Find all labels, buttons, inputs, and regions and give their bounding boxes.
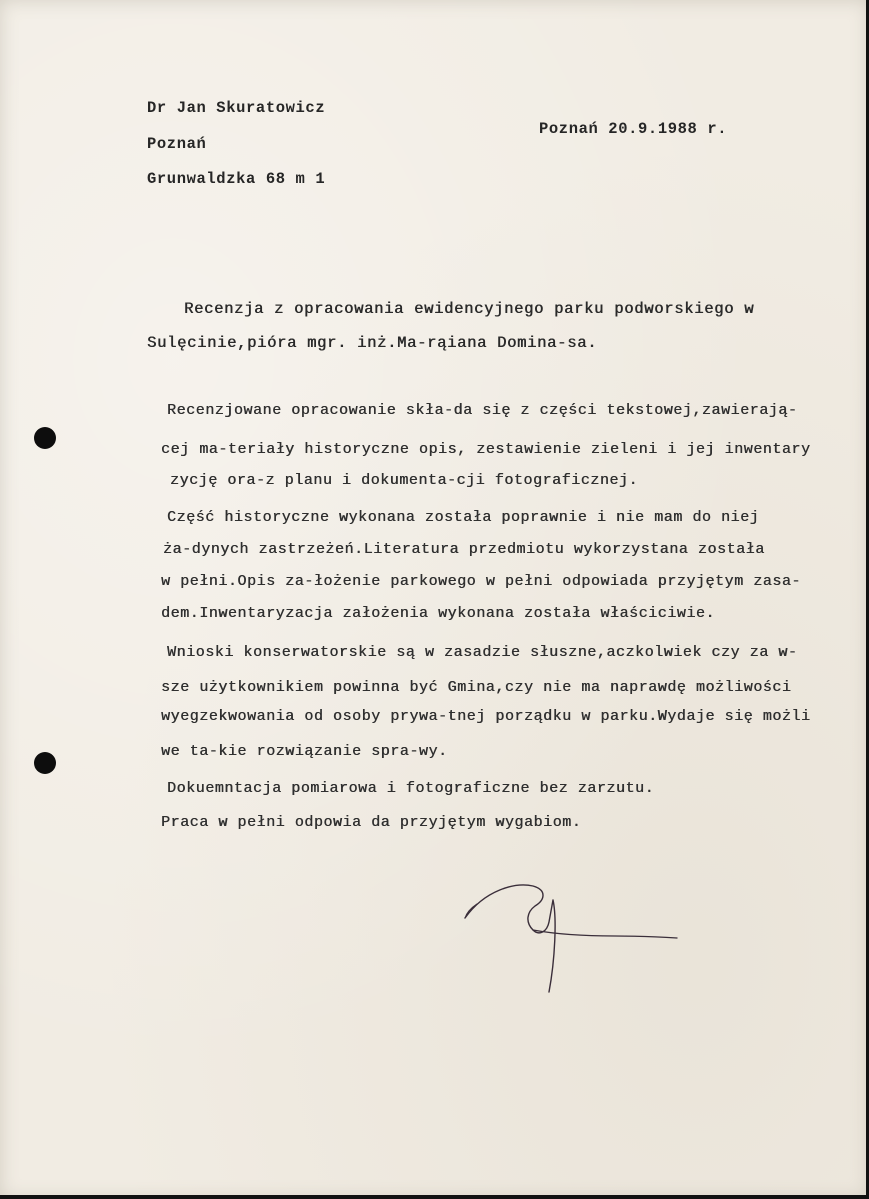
body-p3-line-4: we ta-kie rozwiązanie spra-wy. — [161, 743, 448, 760]
subject-line-1: Recenzja z opracowania ewidencyjnego parku podworskiego w — [184, 300, 755, 318]
body-p2-line-1: Część historyczne wykonana została poprawnie i nie mam do niej — [167, 509, 760, 526]
body-p1-line-2: cej ma-teriały historyczne opis, zestawienie zieleni i jej inwentary — [161, 441, 811, 458]
sender-city: Poznań — [147, 135, 207, 153]
body-p3-line-2: sze użytkownikiem powinna być Gmina,czy nie ma naprawdę możliwości — [161, 679, 792, 696]
body-p1-line-3: zycję ora-z planu i dokumenta-cji fotograficznej. — [170, 472, 639, 489]
date-line: Poznań 20.9.1988 r. — [539, 120, 728, 138]
sender-street: Grunwaldzka 68 m 1 — [147, 170, 326, 188]
body-p2-line-2: ża-dynych zastrzeżeń.Literatura przedmiotu wykorzystana została — [163, 541, 765, 558]
body-p2-line-4: dem.Inwentaryzacja założenia wykonana została właściciwie. — [161, 605, 715, 622]
body-p5: Praca w pełni odpowia da przyjętym wygabiom. — [161, 814, 582, 831]
body-p2-line-3: w pełni.Opis za-łożenie parkowego w pełni odpowiada przyjętym zasa- — [161, 573, 801, 590]
body-p4: Dokuemntacja pomiarowa i fotograficzne bez zarzutu. — [167, 780, 655, 797]
body-p3-line-1: Wnioski konserwatorskie są w zasadzie słuszne,aczkolwiek czy za w- — [167, 644, 798, 661]
punch-hole-bottom — [34, 752, 56, 774]
subject-line-2: Sulęcinie,pióra mgr. inż.Ma-rąiana Domina-sa. — [147, 334, 598, 352]
handwritten-signature — [455, 870, 695, 1010]
punch-hole-top — [34, 427, 56, 449]
sender-name: Dr Jan Skuratowicz — [147, 99, 326, 117]
body-p3-line-3: wyegzekwowania od osoby prywa-tnej porządku w parku.Wydaje się możli — [161, 708, 811, 725]
scan-edge-bottom — [0, 1195, 869, 1199]
body-p1-line-1: Recenzjowane opracowanie skła-da się z części tekstowej,zawierają- — [167, 402, 798, 419]
